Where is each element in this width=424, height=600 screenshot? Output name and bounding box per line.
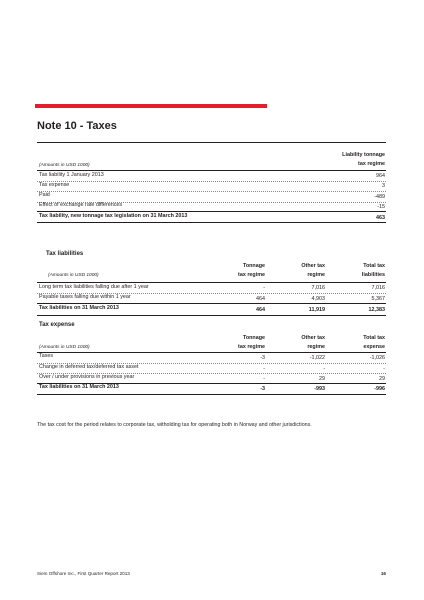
col-header: Other tax [301, 335, 325, 341]
col-header: regime [307, 344, 325, 350]
col-header: Total tax [363, 263, 385, 269]
divider [37, 315, 386, 316]
units-label: (Amounts in USD 1000) [39, 163, 90, 168]
col-header-line2: tax regime [358, 161, 385, 167]
divider [37, 211, 386, 212]
table-row-value: 964 [376, 173, 385, 179]
table-cell: 464 [256, 296, 265, 302]
divider [37, 142, 386, 143]
note-text: The tax cost for the period relates to corporate tax, witholding tax for operating both in Norway and other jurisdictions. [37, 422, 312, 428]
row-divider [37, 191, 386, 192]
divider [37, 222, 386, 223]
table-cell: 29 [319, 376, 325, 382]
accent-bar [35, 104, 267, 108]
table-row-label: Taxes [39, 353, 54, 359]
table-cell: 29 [379, 376, 385, 382]
footer-text: Siem Offshore Inc., First Quarter Report 2013 [37, 571, 130, 576]
total-label: Tax liabilities on 31 March 2013 [39, 384, 119, 390]
col-header: Total tax [363, 335, 385, 341]
table-row-value: 3 [382, 183, 385, 189]
col-header: expense [363, 344, 385, 350]
table-cell: - [263, 285, 265, 291]
table-cell: 4,903 [311, 296, 325, 302]
total-cell: 12,383 [368, 307, 385, 313]
total-value: 463 [376, 215, 385, 221]
table-cell: -1,022 [309, 355, 325, 361]
total-cell: 11,919 [308, 307, 325, 313]
table-row-label: Tax expense [39, 182, 70, 188]
divider [37, 394, 386, 395]
table-row-label: Effect of exchange rate differences [39, 202, 123, 208]
total-label: Tax liabilities on 31 March 2013 [39, 305, 119, 311]
table-row-label: Payable taxes falling due within 1 year [39, 294, 131, 300]
total-cell: -993 [314, 386, 325, 392]
col-header: liabilities [361, 272, 385, 278]
table-cell: 7,016 [371, 285, 385, 291]
page-title: Note 10 - Taxes [37, 120, 117, 132]
table-row-label: Tax liability 1 January 2013 [39, 172, 104, 178]
divider [37, 352, 386, 353]
page-number: 16 [380, 571, 386, 576]
section-title: Tax expense [39, 322, 75, 328]
table-cell: -3 [260, 355, 265, 361]
col-header-line1: Liability tonnage [342, 152, 385, 158]
total-cell: 464 [256, 307, 265, 313]
divider [37, 170, 386, 171]
units-label: (Amounts in USD 1000) [48, 273, 99, 278]
table-cell: - [263, 366, 265, 372]
table-row-label: Over / under provisions in previous year [39, 374, 135, 380]
units-label: (Amounts in USD 1000) [39, 345, 90, 350]
section-title: Tax liabilities [46, 251, 84, 257]
table-cell: 5,367 [371, 296, 385, 302]
total-cell: -996 [374, 386, 385, 392]
col-header: regime [307, 272, 325, 278]
table-row-value: -15 [377, 204, 385, 210]
col-header: Tonnage [242, 263, 265, 269]
table-cell: - [323, 366, 325, 372]
table-row-label: Change in deferred tax/deferred tax asset [39, 364, 139, 370]
col-header: tax regime [238, 344, 265, 350]
table-cell: - [263, 376, 265, 382]
divider [37, 282, 386, 283]
table-row-label: Paid [39, 192, 50, 198]
row-divider [37, 181, 386, 182]
total-cell: -3 [260, 386, 265, 392]
col-header: Other tax [301, 263, 325, 269]
table-row-label: Long term tax liabilities falling due after 1 year [39, 284, 149, 290]
table-cell: - [383, 366, 385, 372]
total-label: Tax liability, new tonnage tax legislation on 31 March 2013 [39, 213, 188, 219]
col-header: tax regime [238, 272, 265, 278]
col-header: Tonnage [242, 335, 265, 341]
divider [37, 303, 386, 304]
table-cell: 7,016 [311, 285, 325, 291]
table-row-value: -489 [374, 194, 385, 200]
table-cell: -1,026 [369, 355, 385, 361]
